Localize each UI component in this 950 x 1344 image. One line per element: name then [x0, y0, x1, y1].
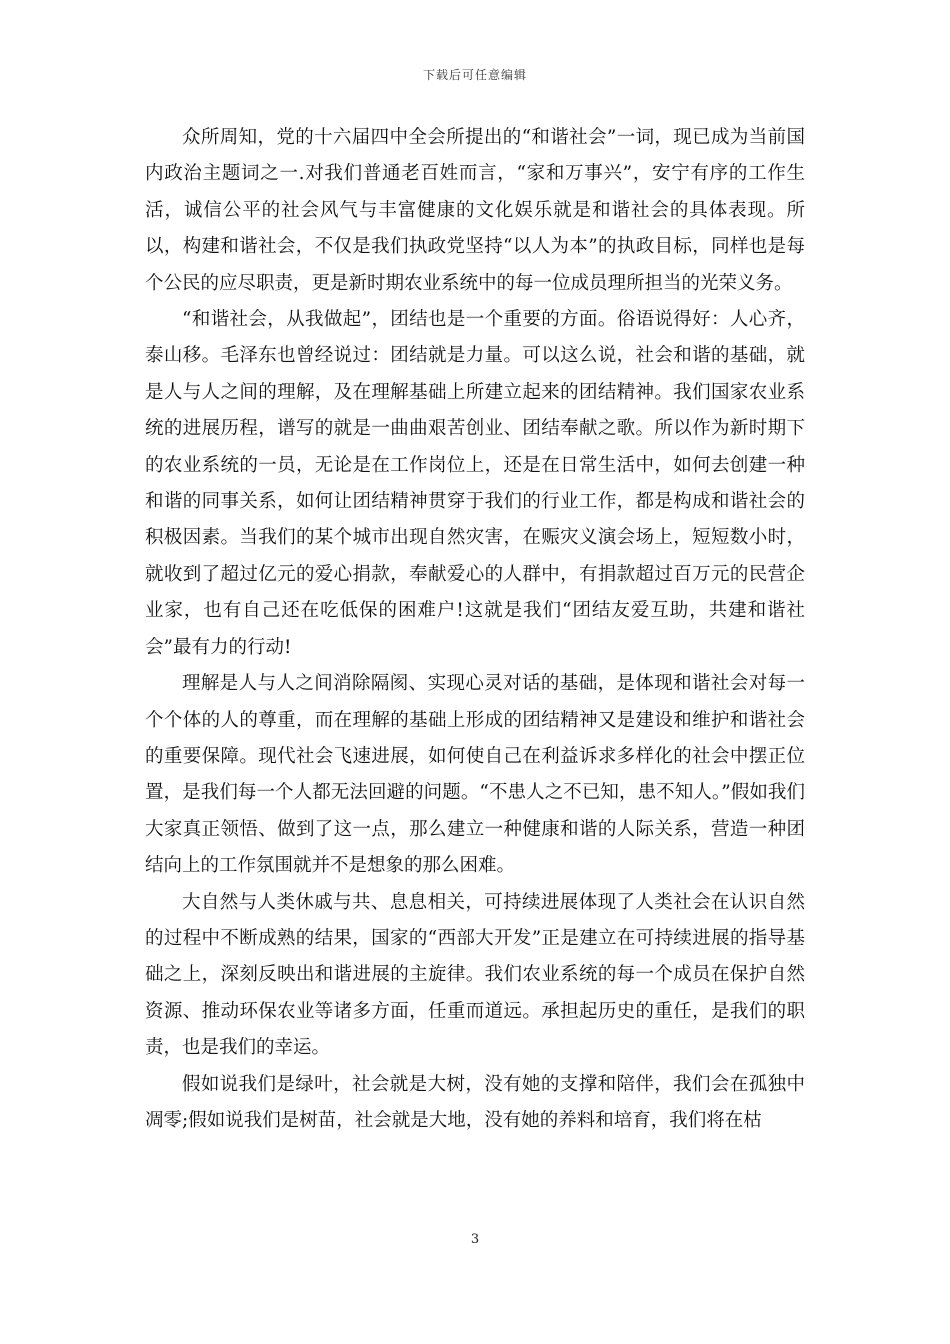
- paragraph-4: 大自然与人类休戚与共、息息相关，可持续进展体现了人类社会在认识自然的过程中不断成熟的结果，国家的“西部大开发”正是建立在可持续进展的指导基础之上，深刻反映出和谐进展的主旋律。我们农业系统的每一个成员在保护自然资源、推动环保农业等诸多方面，任重而道远。承担起历史的重任，是我们的职责，也是我们的幸运。: [145, 891, 805, 1059]
- paragraph-3: 理解是人与人之间消除隔阂、实现心灵对话的基础，是体现和谐社会对每一个个体的人的尊重，而在理解的基础上形成的团结精神又是建设和维护和谐社会的重要保障。现代社会飞速进展，如何使自己在利益诉求多样化的社会中摆正位置，是我们每一个人都无法回避的问题。“不患人之不已知，患不知人。”假如我们大家真正领悟、做到了这一点，那么建立一种健康和谐的人际关系，营造一种团结向上的工作氛围就并不是想象的那么困难。: [145, 673, 805, 877]
- page-header-note: 下载后可任意编辑: [422, 68, 527, 82]
- paragraph-2: “和谐社会，从我做起”，团结也是一个重要的方面。俗语说得好：人心齐，泰山移。毛泽东也曾经说过：团结就是力量。可以这么说，社会和谐的基础，就是人与人之间的理解，及在理解基础上所建立起来的团结精神。我们国家农业系统的进展历程，谱写的就是一曲曲艰苦创业、团结奉献之歌。所以作为新时期下的农业系统的一员，无论是在工作岗位上，还是在日常生活中，如何去创建一种和谐的同事关系，如何让团结精神贯穿于我们的行业工作，都是构成和谐社会的积极因素。当我们的某个城市出现自然灾害，在赈灾义演会场上，短短数小时，就收到了超过亿元的爱心捐款，奉献爱心的人群中，有捐款超过百万元的民营企业家，也有自己还在吃低保的困难户!这就是我们“团结友爱互助，共建和谐社会”最有力的行动!: [145, 309, 805, 658]
- paragraph-5: 假如说我们是绿叶，社会就是大树，没有她的支撑和陪伴，我们会在孤独中凋零;假如说我们是树苗，社会就是大地，没有她的养料和培育，我们将在枯: [145, 1073, 805, 1131]
- document-body: [145, 120, 805, 1139]
- paragraph-1: 众所周知，党的十六届四中全会所提出的“和谐社会”一词，现已成为当前国内政治主题词之一.对我们普通老百姓而言，“家和万事兴”，安宁有序的工作生活，诚信公平的社会风气与丰富健康的文化娱乐就是和谐社会的具体表现。所以，构建和谐社会，不仅是我们执政党坚持“以人为本”的执政目标，同样也是每个公民的应尽职责，更是新时期农业系统中的每一位成员理所担当的光荣义务。: [145, 127, 805, 294]
- page-number: 3: [470, 1232, 480, 1247]
